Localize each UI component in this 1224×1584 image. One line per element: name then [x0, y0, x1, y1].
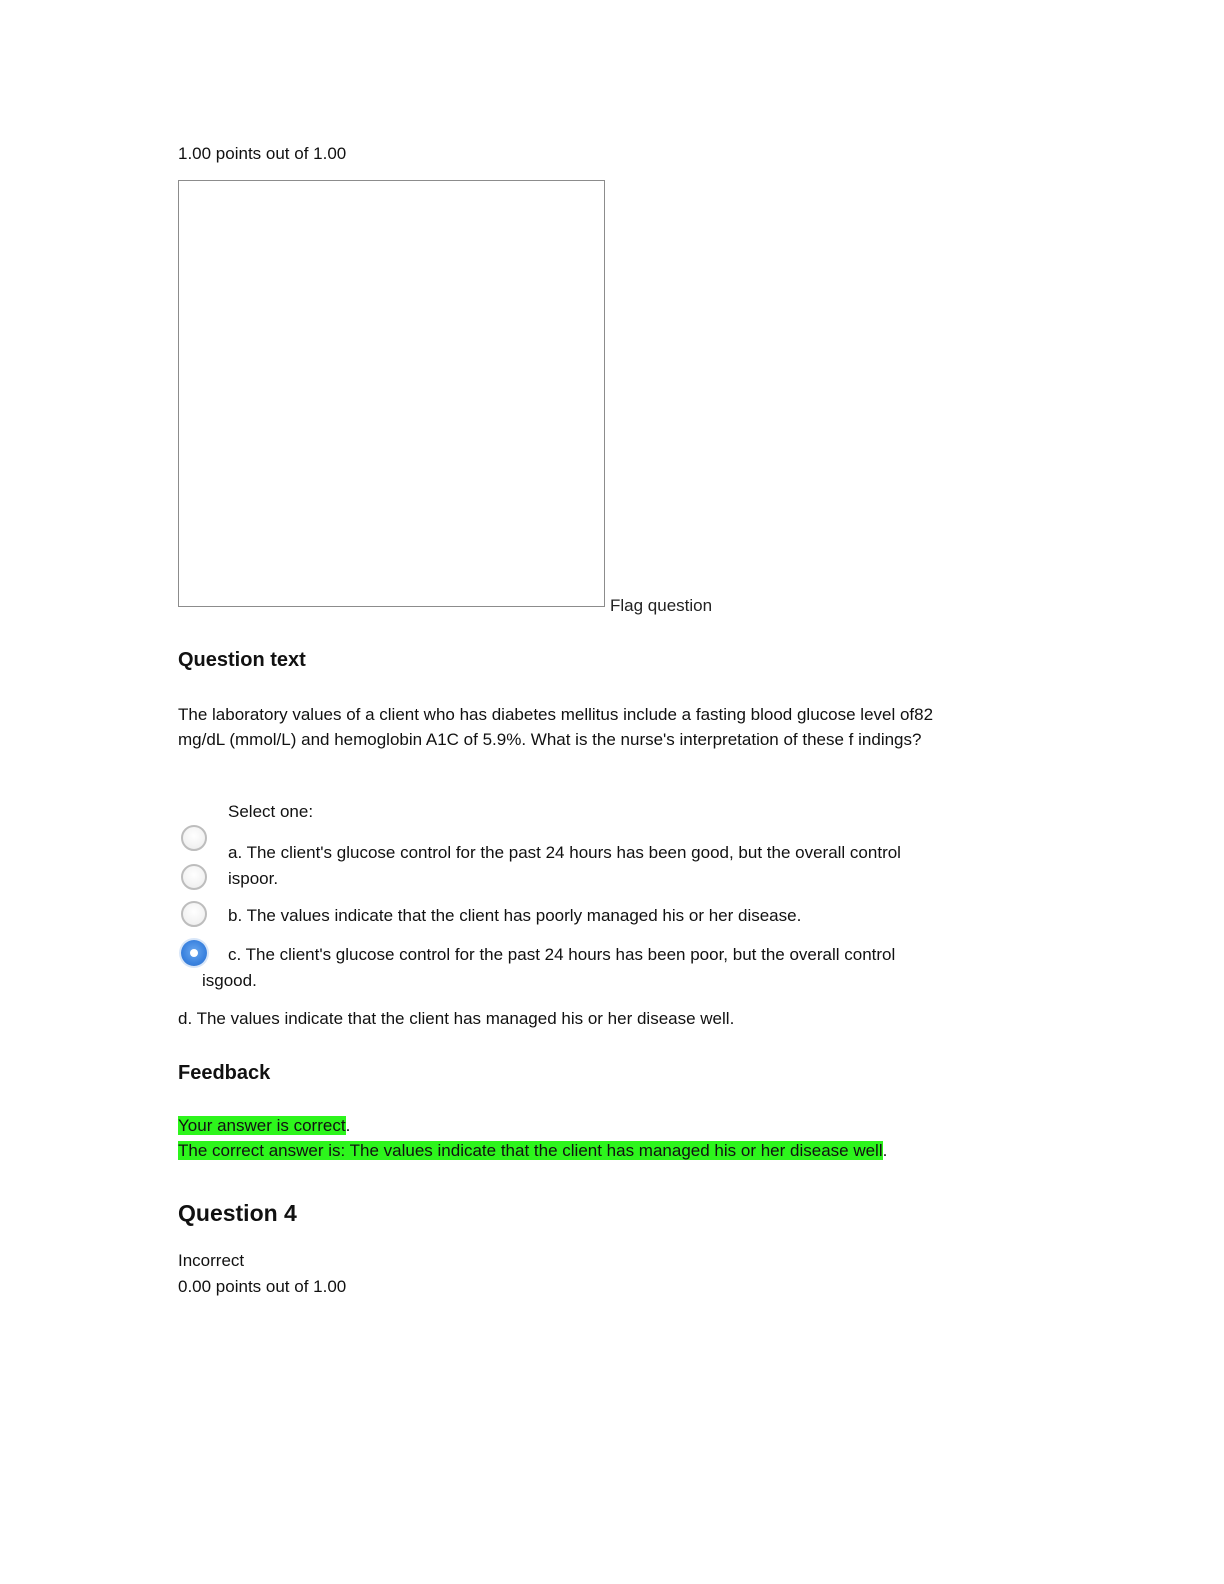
option-b-label[interactable]: b. The values indicate that the client has poorly managed his or her disease. — [228, 906, 802, 925]
option-a-label-continued[interactable]: ispoor. — [228, 869, 279, 888]
feedback-heading: Feedback — [178, 1062, 271, 1084]
feedback-correct-answer — [178, 1139, 887, 1163]
question-4-heading: Question 4 — [178, 1200, 297, 1226]
select-one-label: Select one: — [228, 802, 314, 821]
option-d-label[interactable]: d. The values indicate that the client has managed his or her disease well. — [178, 1009, 735, 1028]
radio-option-a[interactable] — [181, 825, 207, 851]
radio-option-b[interactable] — [181, 901, 207, 927]
radio-option-c-selected[interactable] — [181, 940, 207, 966]
radio-option-a-continued[interactable] — [181, 864, 207, 890]
feedback-correct-answer-highlight: The correct answer is: The values indicate that the client has managed his or her disease well — [178, 1141, 883, 1160]
question-4-status: Incorrect — [178, 1251, 245, 1270]
option-c-label[interactable]: c. The client's glucose control for the past 24 hours has been poor, but the overall control — [228, 945, 896, 964]
feedback-result-period: . — [345, 1116, 351, 1135]
option-c-label-continued[interactable]: isgood. — [202, 971, 257, 990]
question-4-score: 0.00 points out of 1.00 — [178, 1277, 347, 1296]
flag-image-placeholder[interactable] — [178, 180, 605, 607]
question-text-heading: Question text — [178, 649, 306, 671]
option-a-label[interactable]: a. The client's glucose control for the past 24 hours has been good, but the overall control — [228, 843, 901, 862]
feedback-result — [178, 1114, 350, 1138]
feedback-result-highlight: Your answer is correct — [178, 1116, 346, 1135]
question-score: 1.00 points out of 1.00 — [178, 144, 347, 163]
flag-question-label[interactable]: Flag question — [610, 596, 713, 615]
feedback-correct-answer-period: . — [882, 1141, 888, 1160]
question-text: The laboratory values of a client who has diabetes mellitus include a fasting blood glucose level of82 mg/dL (mmol/L) and hemoglobin A1C of 5.9%. What is the nurse's interpretation of these f indings? — [178, 705, 934, 749]
